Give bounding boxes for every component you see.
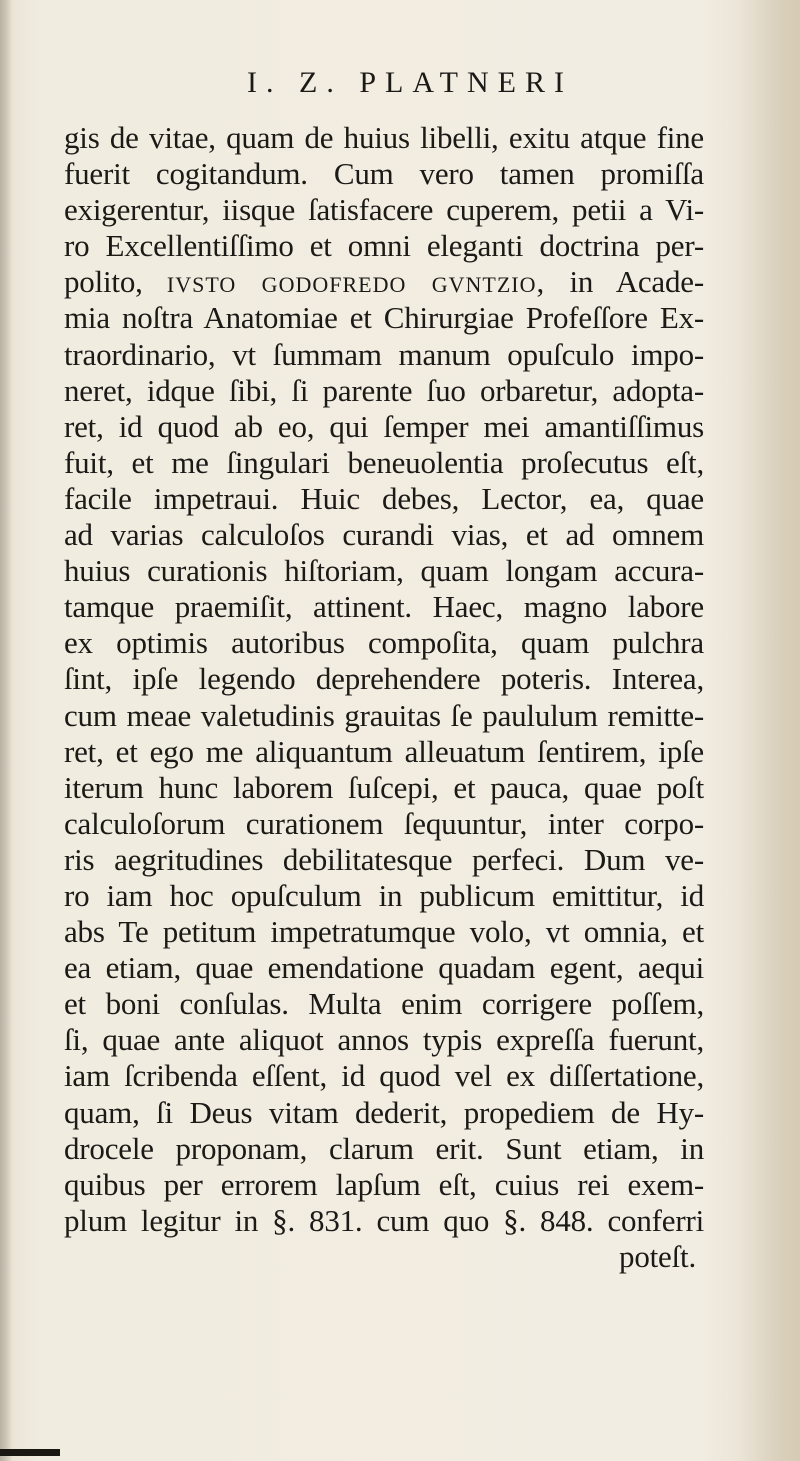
text-line — [64, 264, 704, 300]
printer-mark — [0, 1449, 60, 1456]
text-line: iterum hunc laborem ſuſcepi, et pauca, quae poſt — [64, 769, 704, 805]
text-line: huius curationis hiſtoriam, quam longam accura- — [64, 553, 704, 589]
text-fragment: polito, — [64, 264, 143, 300]
text-line: drocele proponam, clarum erit. Sunt etiam, in — [64, 1130, 704, 1166]
text-line: iam ſcribenda eſſent, id quod vel ex diſſertatione, — [64, 1058, 704, 1094]
text-line: fuit, et me ſingulari beneuolentia proſecutus eſt, — [64, 444, 704, 480]
text-line: quibus per errorem lapſum eſt, cuius rei exem- — [64, 1166, 704, 1202]
text-line: fuerit cogitandum. Cum vero tamen promiſſa — [64, 156, 704, 192]
page-edge-shade — [740, 0, 800, 1461]
text-line: et boni conſulas. Multa enim corrigere poſſem, — [64, 986, 704, 1022]
person-name: ivsto godofredo gvntzio, — [166, 264, 546, 300]
text-line: neret, idque ſibi, ſi parente ſuo orbaretur, adopta- — [64, 372, 704, 408]
text-fragment: in Acade- — [569, 264, 704, 300]
text-line: cum meae valetudinis grauitas ſe paululum remitte- — [64, 697, 704, 733]
text-line: tamque praemiſit, attinent. Haec, magno labore — [64, 589, 704, 625]
body-text — [64, 120, 704, 1275]
text-line: abs Te petitum impetratumque volo, vt omnia, et — [64, 914, 704, 950]
text-line: plum legitur in §. 831. cum quo §. 848. conferri — [64, 1202, 704, 1238]
text-line: ſint, ipſe legendo deprehendere poteris. Interea, — [64, 661, 704, 697]
text-line: ris aegritudines debilitatesque perfeci. Dum ve- — [64, 841, 704, 877]
text-line: gis de vitae, quam de huius libelli, exitu atque fine — [64, 120, 704, 155]
text-line: ſi, quae ante aliquot annos typis expreſſa fuerunt, — [64, 1022, 704, 1058]
text-line: facile impetraui. Huic debes, Lector, ea, quae — [64, 480, 704, 516]
text-line: exigerentur, iisque ſatisfacere cuperem, petii a Vi- — [64, 192, 704, 228]
text-line: ret, et ego me aliquantum alleuatum ſentirem, ipſe — [64, 733, 704, 769]
text-line: traordinario, vt ſummam manum opuſculo impo- — [64, 336, 704, 372]
text-line: ro iam hoc opuſculum in publicum emittitur, id — [64, 877, 704, 913]
text-line: ret, id quod ab eo, qui ſemper mei amantiſſimus — [64, 408, 704, 444]
text-line: mia noſtra Anatomiae et Chirurgiae Profeſſore Ex- — [64, 300, 704, 336]
running-head: I. Z. PLATNERI — [247, 66, 573, 99]
text-line: ad varias calculoſos curandi vias, et ad omnem — [64, 517, 704, 553]
text-line: quam, ſi Deus vitam dederit, propediem de Hy- — [64, 1094, 704, 1130]
text-line: ex optimis autoribus compoſita, quam pulchra — [64, 625, 704, 661]
text-line: ro Excellentiſſimo et omni eleganti doctrina per- — [64, 228, 704, 264]
text-line-final: poteſt. — [619, 1238, 696, 1274]
text-line: ea etiam, quae emendatione quadam egent, aequi — [64, 950, 704, 986]
text-line: calculoſorum curationem ſequuntur, inter corpo- — [64, 805, 704, 841]
gutter-shadow — [0, 0, 12, 1461]
